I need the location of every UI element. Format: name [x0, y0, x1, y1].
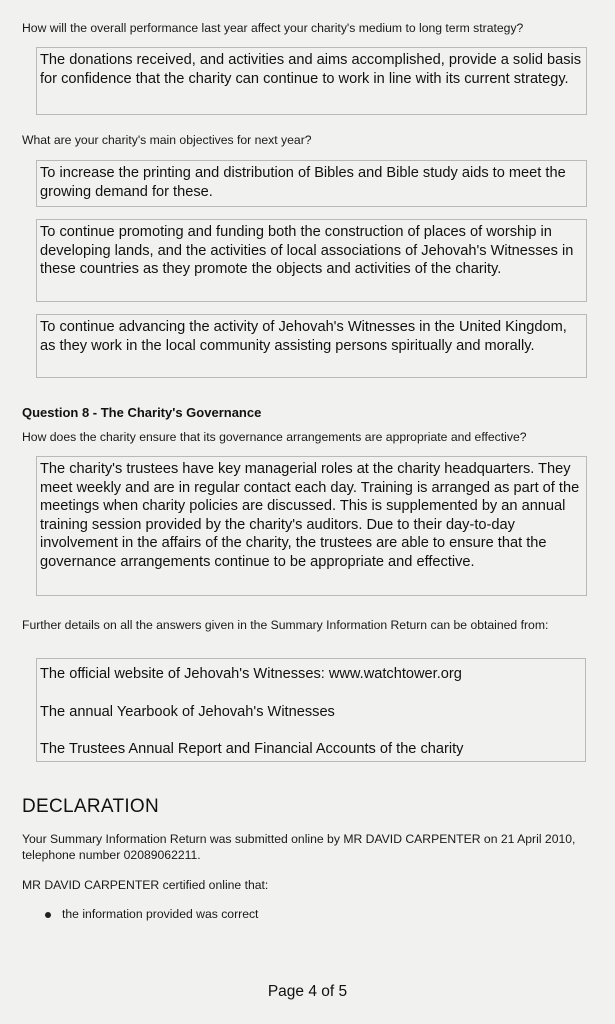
question-performance: How will the overall performance last year affect your charity's medium to long term strategy?	[22, 21, 524, 35]
objective-box-2: To continue promoting and funding both the construction of places of worship in developing lands, and the activities of local associations of Jehovah's Witnesses in these countries as they promote the objects and activities of the charity.	[36, 219, 587, 302]
question-governance: How does the charity ensure that its governance arrangements are appropriate and effective?	[22, 430, 527, 444]
objective-box-3: To continue advancing the activity of Jehovah's Witnesses in the United Kingdom, as they work in the local community assisting persons spiritually and morally.	[36, 314, 587, 378]
source-website: The official website of Jehovah's Witnesses: www.watchtower.org	[40, 666, 462, 682]
question-objectives: What are your charity's main objectives for next year?	[22, 133, 312, 147]
answer-governance-box: The charity's trustees have key managerial roles at the charity headquarters. They meet weekly and are in regular contact each day. Training is arranged as part of the meetings when charity policies are discussed. This is supplemented by an annual training session provided by the charity's auditors. Due to their day-to-day involvement in the affairs of the charity, the trustees are able to ensure that the governance arrangements continue to be appropriate and effective.	[36, 456, 587, 596]
certified-text: MR DAVID CARPENTER certified online that:	[22, 878, 269, 892]
source-annual-report: The Trustees Annual Report and Financial Accounts of the charity	[40, 741, 464, 757]
declaration-title: DECLARATION	[22, 796, 160, 817]
declaration-text: Your Summary Information Return was submitted online by MR DAVID CARPENTER on 21 April 2010, telephone number 02089062211.	[22, 832, 576, 862]
objective-box-1: To increase the printing and distribution of Bibles and Bible study aids to meet the growing demand for these.	[36, 160, 587, 207]
section-heading-governance: Question 8 - The Charity's Governance	[22, 405, 262, 420]
bullet-text: the information provided was correct	[62, 907, 259, 921]
page-number: Page 4 of 5	[267, 983, 348, 1000]
answer-performance-box: The donations received, and activities and aims accomplished, provide a solid basis for confidence that the charity can continue to work in line with its current strategy.	[36, 47, 587, 115]
sources-box	[36, 658, 586, 762]
source-yearbook: The annual Yearbook of Jehovah's Witnesses	[40, 704, 335, 720]
bullet-dot	[45, 912, 51, 918]
further-details-text: Further details on all the answers given in the Summary Information Return can be obtained from:	[22, 618, 549, 632]
